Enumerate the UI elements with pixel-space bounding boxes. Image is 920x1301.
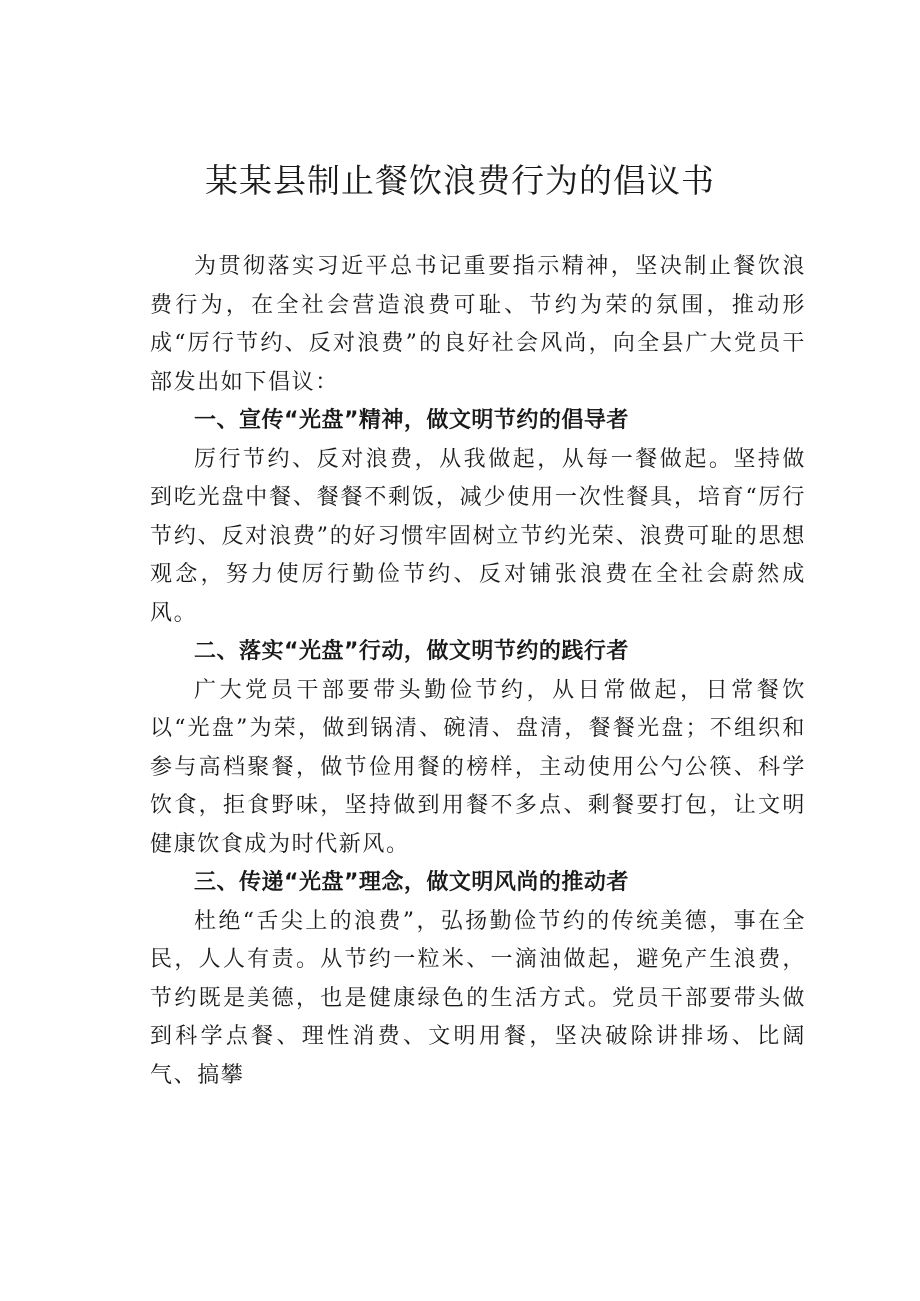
section-heading-2: 二、落实“光盘”行动，做文明节约的践行者 xyxy=(194,639,629,664)
section-paragraph-2: 广大党员干部要带头勤俭节约，从日常做起，日常餐饮以“光盘”为荣，做到锅清、碗清、盘清，餐餐光盘；不组织和参与高档聚餐，做节俭用餐的榜样，主动使用公勺公筷、科学饮食，拒食野味，坚持做到用餐不多点、剩餐要打包，让文明健康饮食成为时代新风。 xyxy=(150,677,806,857)
section-heading-1: 一、宣传“光盘”精神，做文明节约的倡导者 xyxy=(194,408,629,433)
intro-paragraph: 为贯彻落实习近平总书记重要指示精神，坚决制止餐饮浪费行为，在全社会营造浪费可耻、节约为荣的氛围，推动形成“厉行节约、反对浪费”的良好社会风尚，向全县广大党员干部发出如下倡议： xyxy=(150,254,806,395)
section-heading-3: 三、传递“光盘”理念，做文明风尚的推动者 xyxy=(194,870,629,895)
section-paragraph-1: 厉行节约、反对浪费，从我做起，从每一餐做起。坚持做到吃光盘中餐、餐餐不剩饭，减少使用一次性餐具，培育“厉行节约、反对浪费”的好习惯牢固树立节约光荣、浪费可耻的思想观念，努力使厉行勤俭节约、反对铺张浪费在全社会蔚然成风。 xyxy=(150,446,806,626)
document-body xyxy=(150,248,806,1095)
document-title: 某某县制止餐饮浪费行为的倡议书 xyxy=(205,161,715,200)
section-paragraph-3: 杜绝“舌尖上的浪费”，弘扬勤俭节约的传统美德，事在全民，人人有责。从节约一粒米、一滴油做起，避免产生浪费，节约既是美德，也是健康绿色的生活方式。党员干部要带头做到科学点餐、理性消费、文明用餐，坚决破除讲排场、比阔气、搞攀 xyxy=(150,908,806,1088)
